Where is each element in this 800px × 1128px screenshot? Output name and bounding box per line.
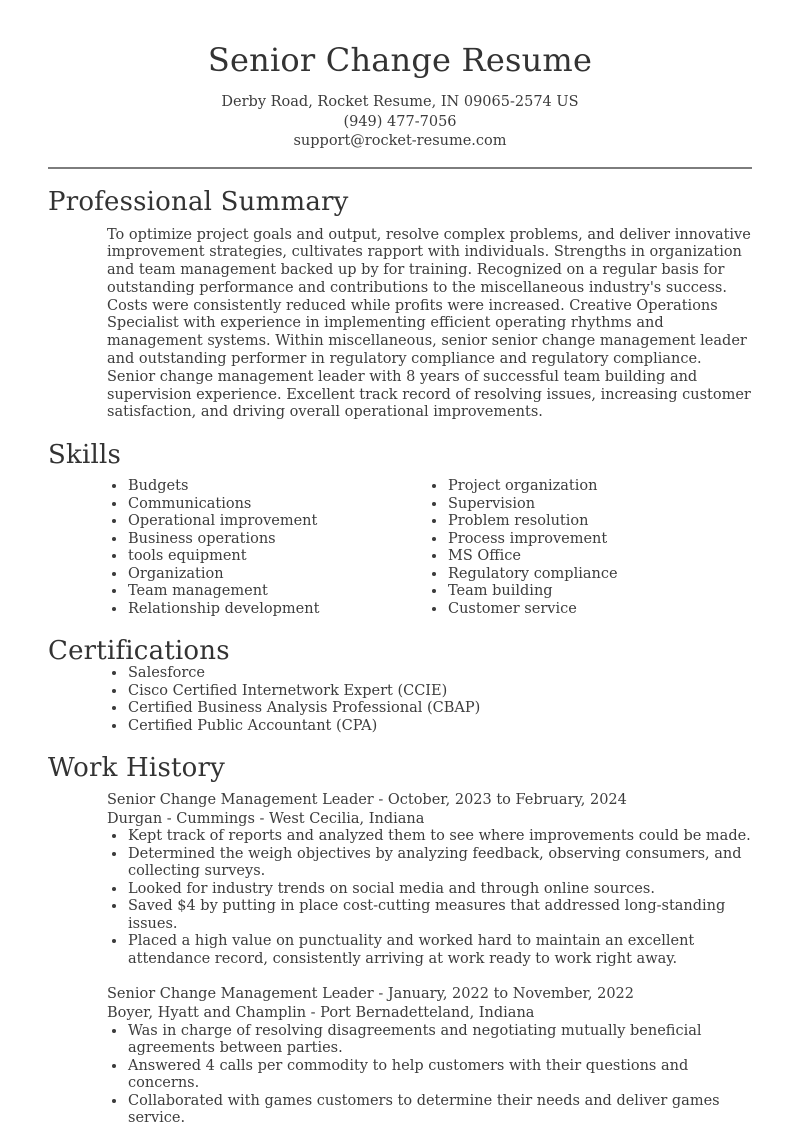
skill-item: • tools equipment [127, 548, 388, 566]
skill-item: • Project organization [447, 478, 752, 496]
skill-item: • Business operations [127, 531, 388, 549]
skill-item: • Operational improvement [127, 513, 388, 531]
job-bullet-item: • Collaborated with games customers to determine their needs and deliver games service. [127, 1093, 752, 1128]
skill-item: • Budgets [127, 478, 388, 496]
skill-item: • Process improvement [447, 531, 752, 549]
skills-columns [48, 478, 752, 618]
skill-item: • Organization [127, 566, 388, 584]
section-professional-summary [48, 188, 752, 423]
job-bullet-item: • Answered 4 calls per commodity to help customers with their questions and concerns. [127, 1058, 752, 1093]
skill-item: • Team building [447, 583, 752, 601]
skill-item: • Regulatory compliance [447, 566, 752, 584]
skill-item: • MS Office [447, 548, 752, 566]
job-entry [48, 985, 752, 1127]
summary-heading: Professional Summary [48, 186, 349, 217]
contact-phone: (949) 477-7056 [343, 113, 457, 130]
job-bullet-item: • Was in charge of resolving disagreements and negotiating mutually beneficial agreements between parties. [127, 1023, 752, 1058]
section-certifications [48, 637, 752, 735]
job-bullet-item: • Looked for industry trends on social media and through online sources. [127, 881, 752, 899]
job-bullet-item: • Kept track of reports and analyzed them to see where improvements could be made. [127, 828, 752, 846]
header-divider [48, 167, 752, 169]
work-history-heading: Work History [48, 753, 226, 784]
contact-address: Derby Road, Rocket Resume, IN 09065-2574 US [221, 94, 579, 110]
skill-item: • Problem resolution [447, 513, 752, 531]
certification-item: • Cisco Certified Internetwork Expert (CCIE) [127, 683, 752, 701]
job-employer-and-location: Boyer, Hyatt and Champlin - Port Bernadetteland, Indiana [107, 1005, 535, 1022]
skills-heading: Skills [48, 440, 122, 471]
resume-title: Senior Change Resume [207, 41, 593, 79]
certifications-heading: Certifications [48, 636, 230, 667]
job-bullets-list [48, 828, 752, 968]
resume-header [48, 40, 752, 152]
certification-item: • Certified Public Accountant (CPA) [127, 718, 752, 736]
job-title-and-dates: Senior Change Management Leader - January, 2022 to November, 2022 [107, 986, 634, 1003]
job-bullet-item: • Placed a high value on punctuality and worked hard to maintain an excellent attendance record, consistently arriving at work ready to work right away. [127, 933, 752, 968]
job-title-and-dates: Senior Change Management Leader - October, 2023 to February, 2024 [107, 792, 627, 809]
jobs-list [48, 791, 752, 1127]
skill-item: • Team management [127, 583, 388, 601]
skills-list-left [48, 478, 388, 618]
summary-paragraph: To optimize project goals and output, resolve complex problems, and deliver innovative improvement strategies, cultivates rapport with individuals. Strengths in organization and team management backed up by for training. Recognized on a regular basis for outstanding performance and contributions to the miscellaneous industry's success. Costs were consistently reduced while profits were increased. Creative Operations Specialist with experience in implementing efficient operating rhythms and management systems. Within miscellaneous, senior senior change management leader and outstanding performer in regulatory compliance and regulatory compliance. Senior change management leader with 8 years of successful team building and supervision experience. Excellent track record of resolving issues, increasing customer satisfaction, and driving overall operational improvements. [107, 226, 751, 421]
job-employer-and-location: Durgan - Cummings - West Cecilia, Indiana [107, 810, 425, 827]
skill-item: • Customer service [447, 601, 752, 619]
contact-email: support@rocket-resume.com [293, 133, 507, 149]
job-bullet-item: • Saved $4 by putting in place cost-cutting measures that addressed long-standing issues. [127, 898, 752, 933]
job-bullets-list [48, 1023, 752, 1128]
skill-item: • Relationship development [127, 601, 388, 619]
certification-item: • Certified Business Analysis Professional (CBAP) [127, 700, 752, 718]
job-header [107, 985, 752, 1022]
skills-list-right [388, 478, 752, 618]
section-work-history [48, 754, 752, 1127]
skill-item: • Communications [127, 496, 388, 514]
job-header [107, 791, 752, 828]
certification-item: • Salesforce [127, 665, 752, 683]
section-skills [48, 441, 752, 618]
skill-item: • Supervision [447, 496, 752, 514]
job-entry [48, 791, 752, 968]
certifications-list [48, 665, 752, 735]
job-bullet-item: • Determined the weigh objectives by analyzing feedback, observing consumers, and collecting surveys. [127, 846, 752, 881]
